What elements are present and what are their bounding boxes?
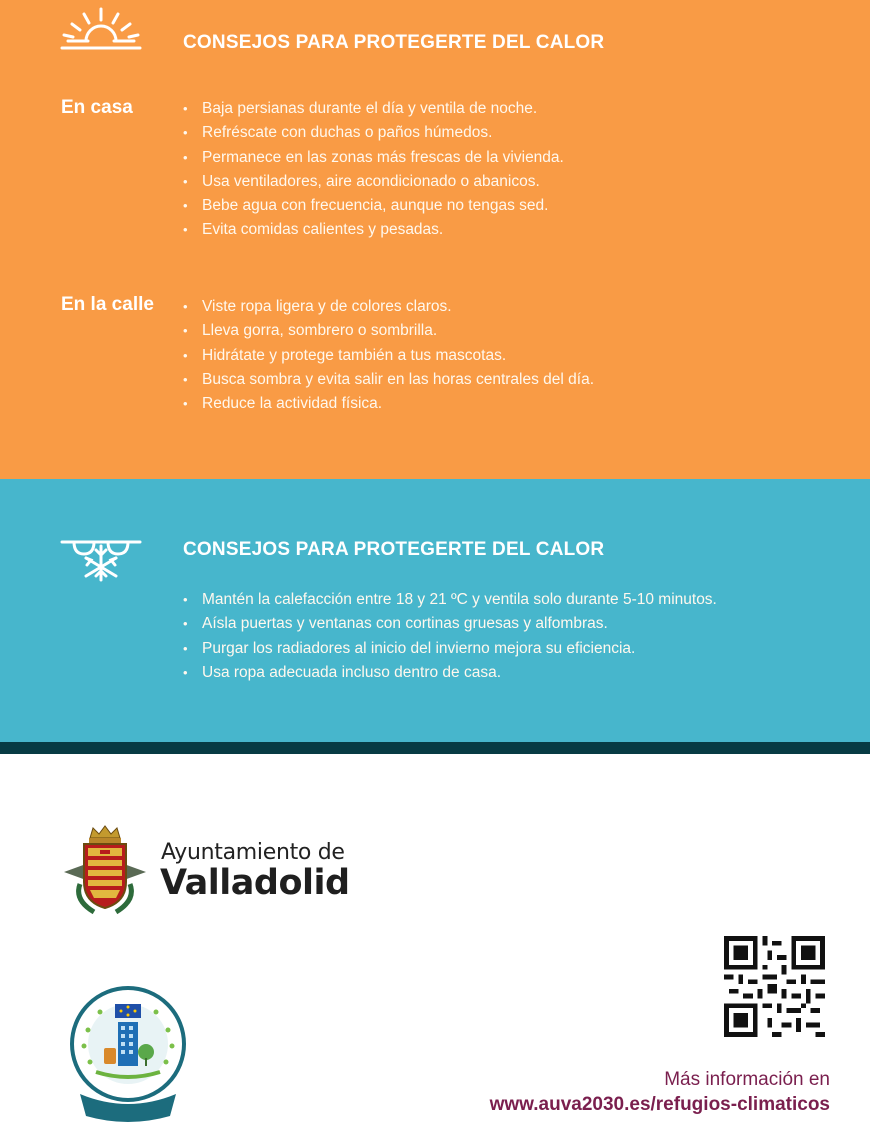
list-item: • Purgar los radiadores al inicio del invierno mejora su eficiencia. — [183, 637, 717, 661]
qr-code-icon[interactable] — [723, 936, 826, 1037]
more-info-link[interactable]: www.auva2030.es/refugios-climaticos — [489, 1094, 830, 1115]
group-label-home: En casa — [61, 97, 133, 118]
list-item: • Usa ventiladores, aire acondicionado o abanicos. — [183, 170, 564, 194]
list-item: • Hidrátate y protege también a tus mascotas. — [183, 344, 594, 368]
section-divider — [0, 742, 870, 754]
cold-tips-list — [183, 588, 717, 685]
sun-icon — [60, 6, 142, 52]
snowflake-icon — [60, 538, 142, 584]
list-item: • Bebe agua con frecuencia, aunque no tengas sed. — [183, 194, 564, 218]
home-tips-list — [183, 97, 564, 243]
list-item: • Permanece en las zonas más frescas de la vivienda. — [183, 146, 564, 170]
cold-section-title: CONSEJOS PARA PROTEGERTE DEL CALOR — [183, 539, 605, 560]
city-name-label: Valladolid — [160, 863, 350, 903]
group-label-street: En la calle — [61, 294, 154, 315]
list-item: • Evita comidas calientes y pesadas. — [183, 218, 564, 242]
list-item: • Refréscate con duchas o paños húmedos. — [183, 121, 564, 145]
eu-mission-label-badge — [66, 982, 190, 1122]
list-item: • Viste ropa ligera y de colores claros. — [183, 295, 594, 319]
heat-section-title: CONSEJOS PARA PROTEGERTE DEL CALOR — [183, 32, 605, 53]
city-council-label: Ayuntamiento de — [161, 840, 345, 865]
list-item: • Baja persianas durante el día y ventila de noche. — [183, 97, 564, 121]
street-tips-list — [183, 295, 594, 416]
list-item: • Reduce la actividad física. — [183, 392, 594, 416]
list-item: • Usa ropa adecuada incluso dentro de casa. — [183, 661, 717, 685]
list-item: • Mantén la calefacción entre 18 y 21 ºC y ventila solo durante 5-10 minutos. — [183, 588, 717, 612]
list-item: • Lleva gorra, sombrero o sombrilla. — [183, 319, 594, 343]
valladolid-coat-of-arms-icon — [60, 824, 150, 916]
list-item: • Aísla puertas y ventanas con cortinas gruesas y alfombras. — [183, 612, 717, 636]
more-info-label: Más información en — [664, 1069, 830, 1090]
list-item: • Busca sombra y evita salir en las horas centrales del día. — [183, 368, 594, 392]
